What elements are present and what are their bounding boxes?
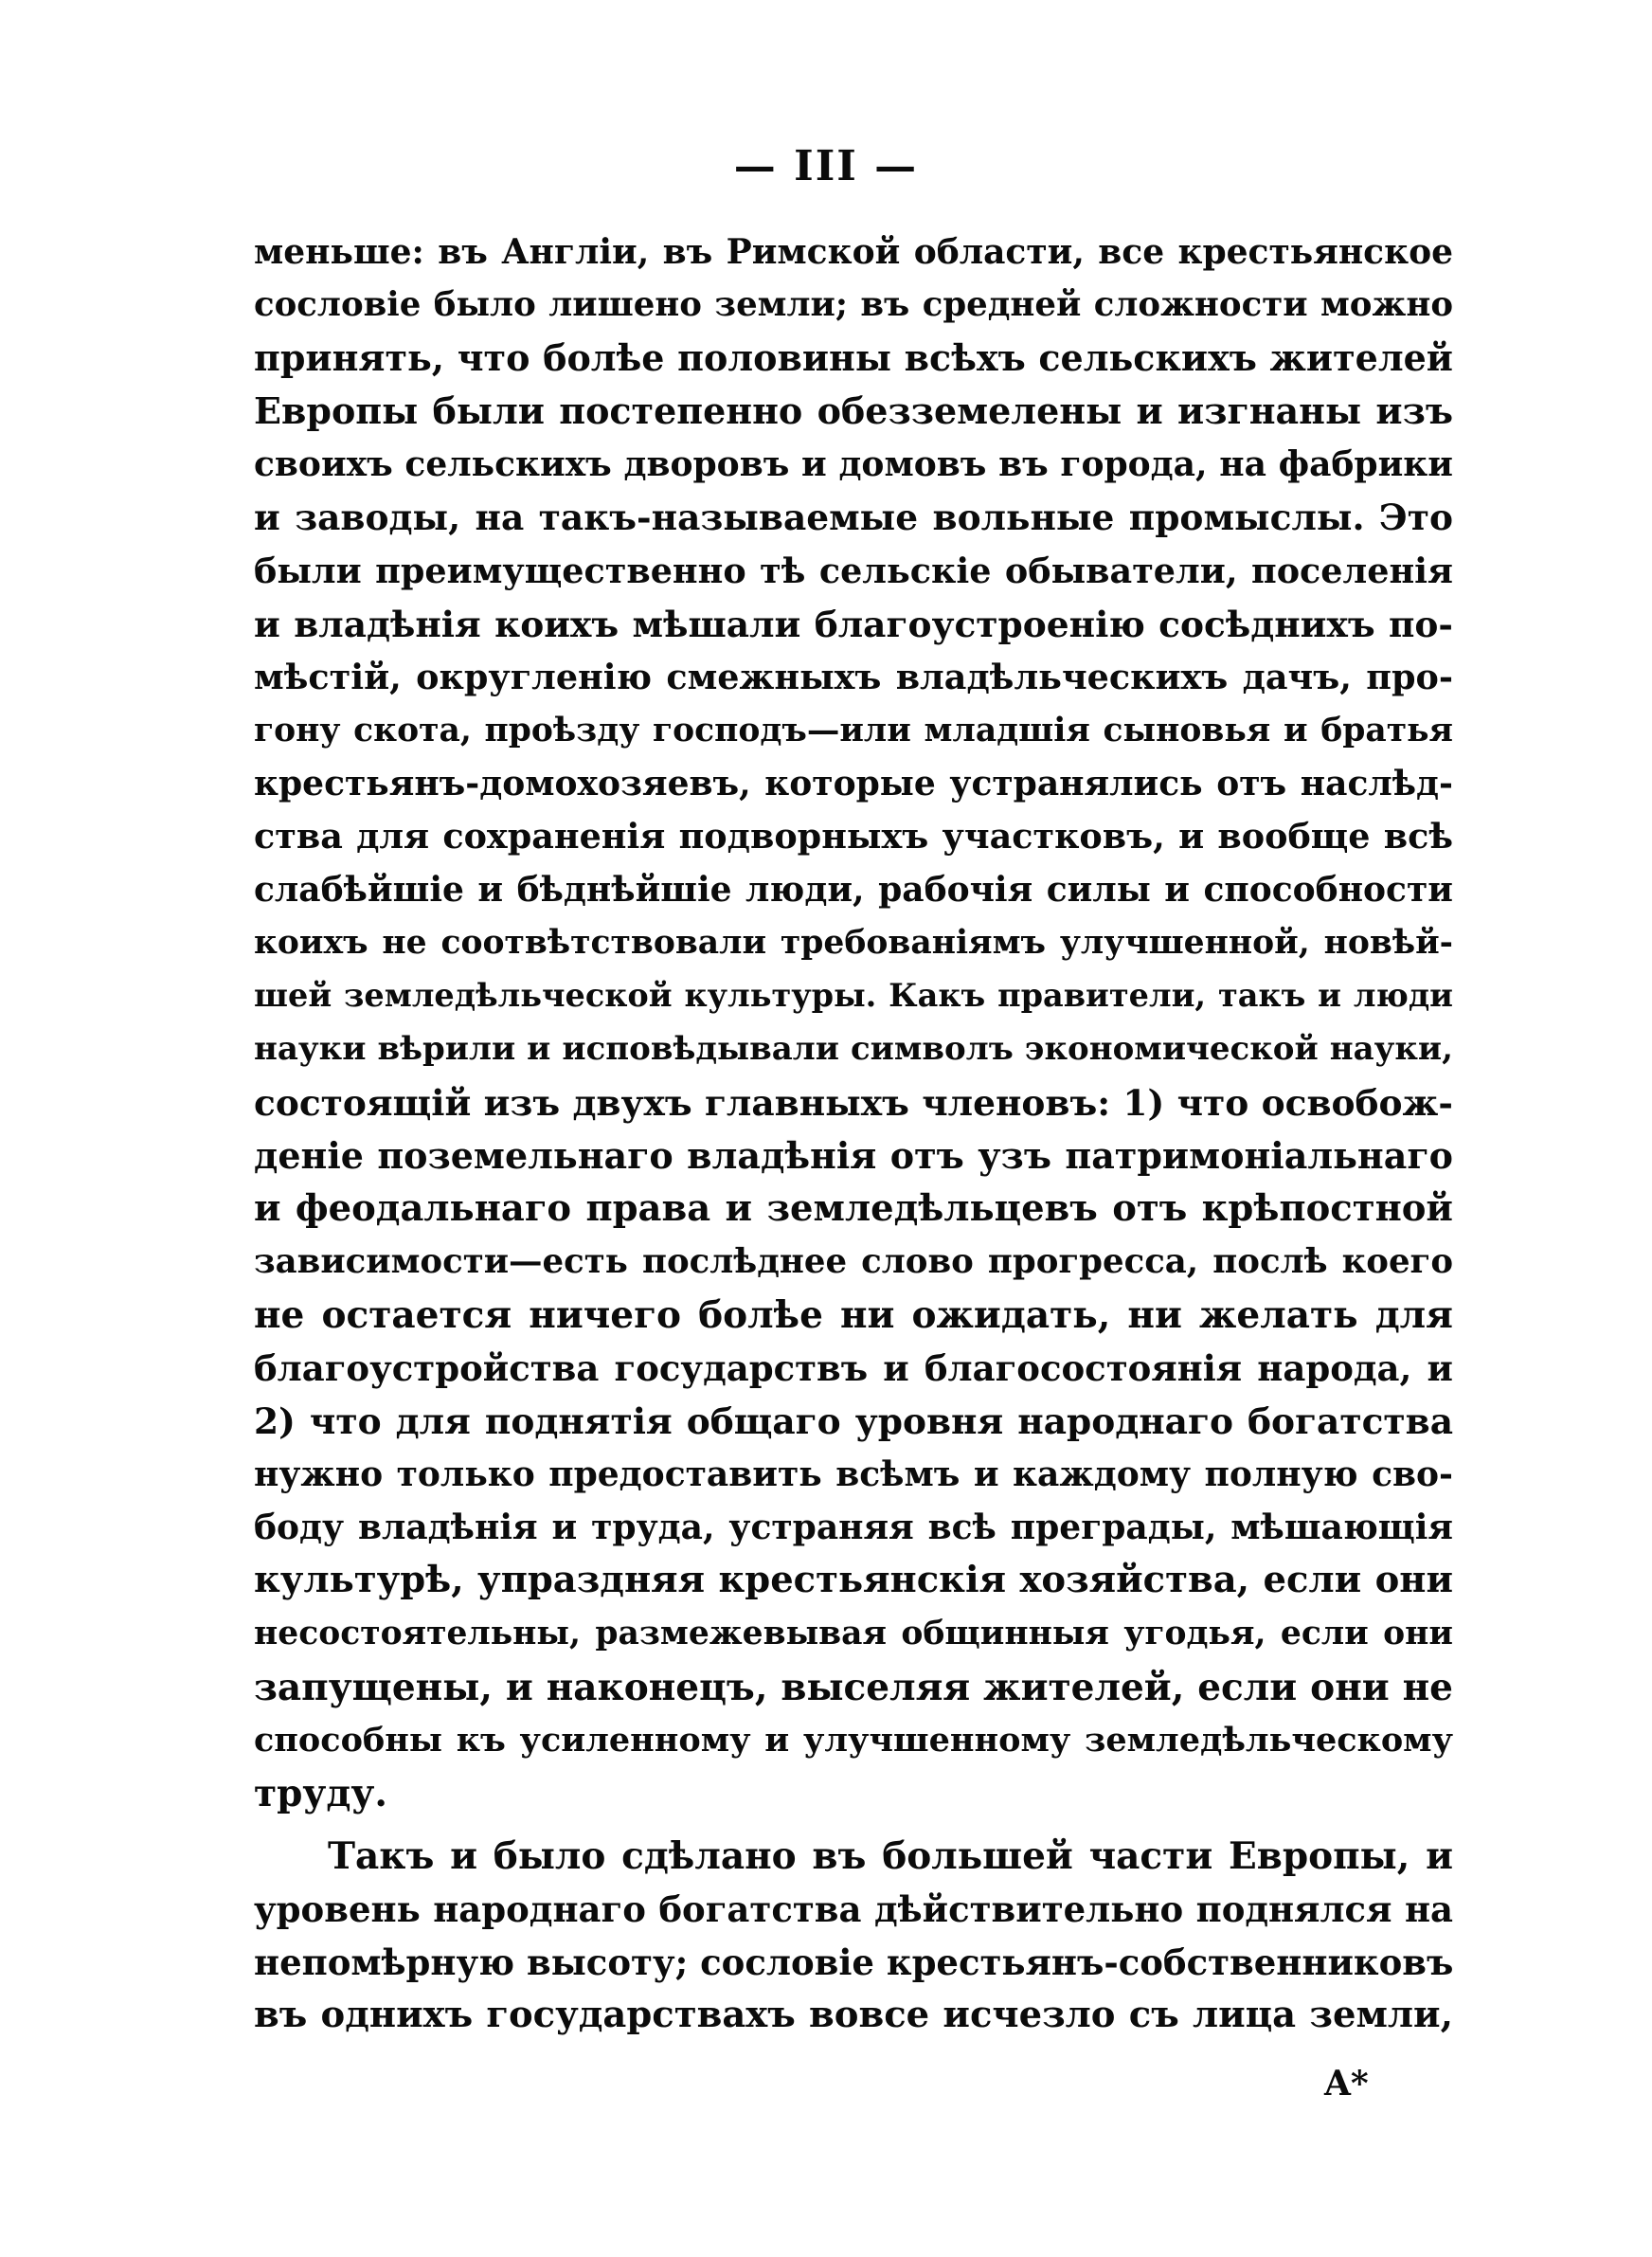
text-line: сословіе было лишено земли; въ средней сложности можно: [254, 285, 1453, 325]
text-line: не остается ничего болѣе ни ожидать, ни желать для: [254, 1292, 1453, 1337]
text-line: труду.: [254, 1771, 387, 1815]
text-line: Такъ и было сдѣлано въ большей части Европы, и: [328, 1833, 1453, 1878]
text-line: Европы были постепенно обезземелены и изгнаны изъ: [254, 389, 1453, 433]
text-line: мѣстій, округленію смежныхъ владѣльческихъ дачъ, про-: [254, 656, 1453, 697]
paragraph-1: [254, 226, 1453, 1820]
body-text: [254, 226, 1453, 2042]
text-line: культурѣ, упраздняя крестьянскія хозяйства, если они: [254, 1559, 1453, 1602]
text-line: крестьянъ-домохозяевъ, которые устранялись отъ наслѣд-: [254, 763, 1453, 803]
text-line: нужно только предоставить всѣмъ и каждому полную сво-: [254, 1454, 1453, 1495]
page-number: — III —: [733, 142, 919, 190]
printer-signature-mark: A*: [1324, 2064, 1369, 2104]
text-line: и заводы, на такъ-называемые вольные промыслы. Это: [254, 497, 1453, 539]
text-line: принять, что болѣе половины всѣхъ сельскихъ жителей: [254, 336, 1453, 380]
text-line: деніе поземельнаго владѣнія отъ узъ патримоніальнаго: [254, 1133, 1453, 1177]
text-line: и владѣнія коихъ мѣшали благоустроенію сосѣднихъ по-: [254, 603, 1453, 645]
text-line: и феодальнаго права и земледѣльцевъ отъ крѣпостной: [254, 1186, 1453, 1230]
text-line: въ однихъ государствахъ вовсе исчезло съ лица земли,: [254, 1994, 1453, 2037]
text-line: меньше: въ Англіи, въ Римской области, все крестьянское: [254, 232, 1453, 272]
text-line: были преимущественно тѣ сельскіе обыватели, поселенія: [254, 550, 1453, 591]
text-line: боду владѣнія и труда, устраняя всѣ преграды, мѣшающія: [254, 1508, 1453, 1548]
text-line: слабѣйшіе и бѣднѣйшіе люди, рабочія силы и способности: [254, 870, 1453, 911]
text-line: 2) что для поднятія общаго уровня народнаго богатства: [254, 1400, 1453, 1443]
text-line: состоящій изъ двухъ главныхъ членовъ: 1) что освобож-: [254, 1081, 1453, 1124]
text-line: способны къ усиленному и улучшенному земледѣльческому: [254, 1720, 1453, 1760]
text-line: шей земледѣльческой культуры. Какъ правители, такъ и люди: [254, 977, 1453, 1015]
paragraph-2: [254, 1830, 1453, 2042]
text-line: коихъ не соотвѣтствовали требованіямъ улучшенной, новѣй-: [254, 924, 1453, 963]
paragraph-spacer: [254, 1820, 1453, 1830]
text-line: своихъ сельскихъ дворовъ и домовъ въ города, на фабрики: [254, 444, 1453, 485]
text-line: науки вѣрили и исповѣдывали символъ экономической науки,: [254, 1030, 1453, 1069]
text-line: благоустройства государствъ и благосостоянія народа, и: [254, 1346, 1453, 1389]
text-line: ства для сохраненія подворныхъ участковъ, и вообще всѣ: [254, 816, 1453, 858]
text-line: уровень народнаго богатства дѣйствительно поднялся на: [254, 1887, 1453, 1930]
text-line: гону скота, проѣзду господъ—или младшія сыновья и братья: [254, 711, 1453, 749]
text-line: запущены, и наконецъ, выселяя жителей, если они не: [254, 1665, 1453, 1709]
text-line: непомѣрную высоту; сословіе крестьянъ-собственниковъ: [254, 1941, 1454, 1983]
text-line: зависимости—есть послѣднее слово прогресса, послѣ коего: [254, 1241, 1453, 1281]
text-line: несостоятельны, размежевывая общинныя угодья, если они: [254, 1615, 1453, 1653]
